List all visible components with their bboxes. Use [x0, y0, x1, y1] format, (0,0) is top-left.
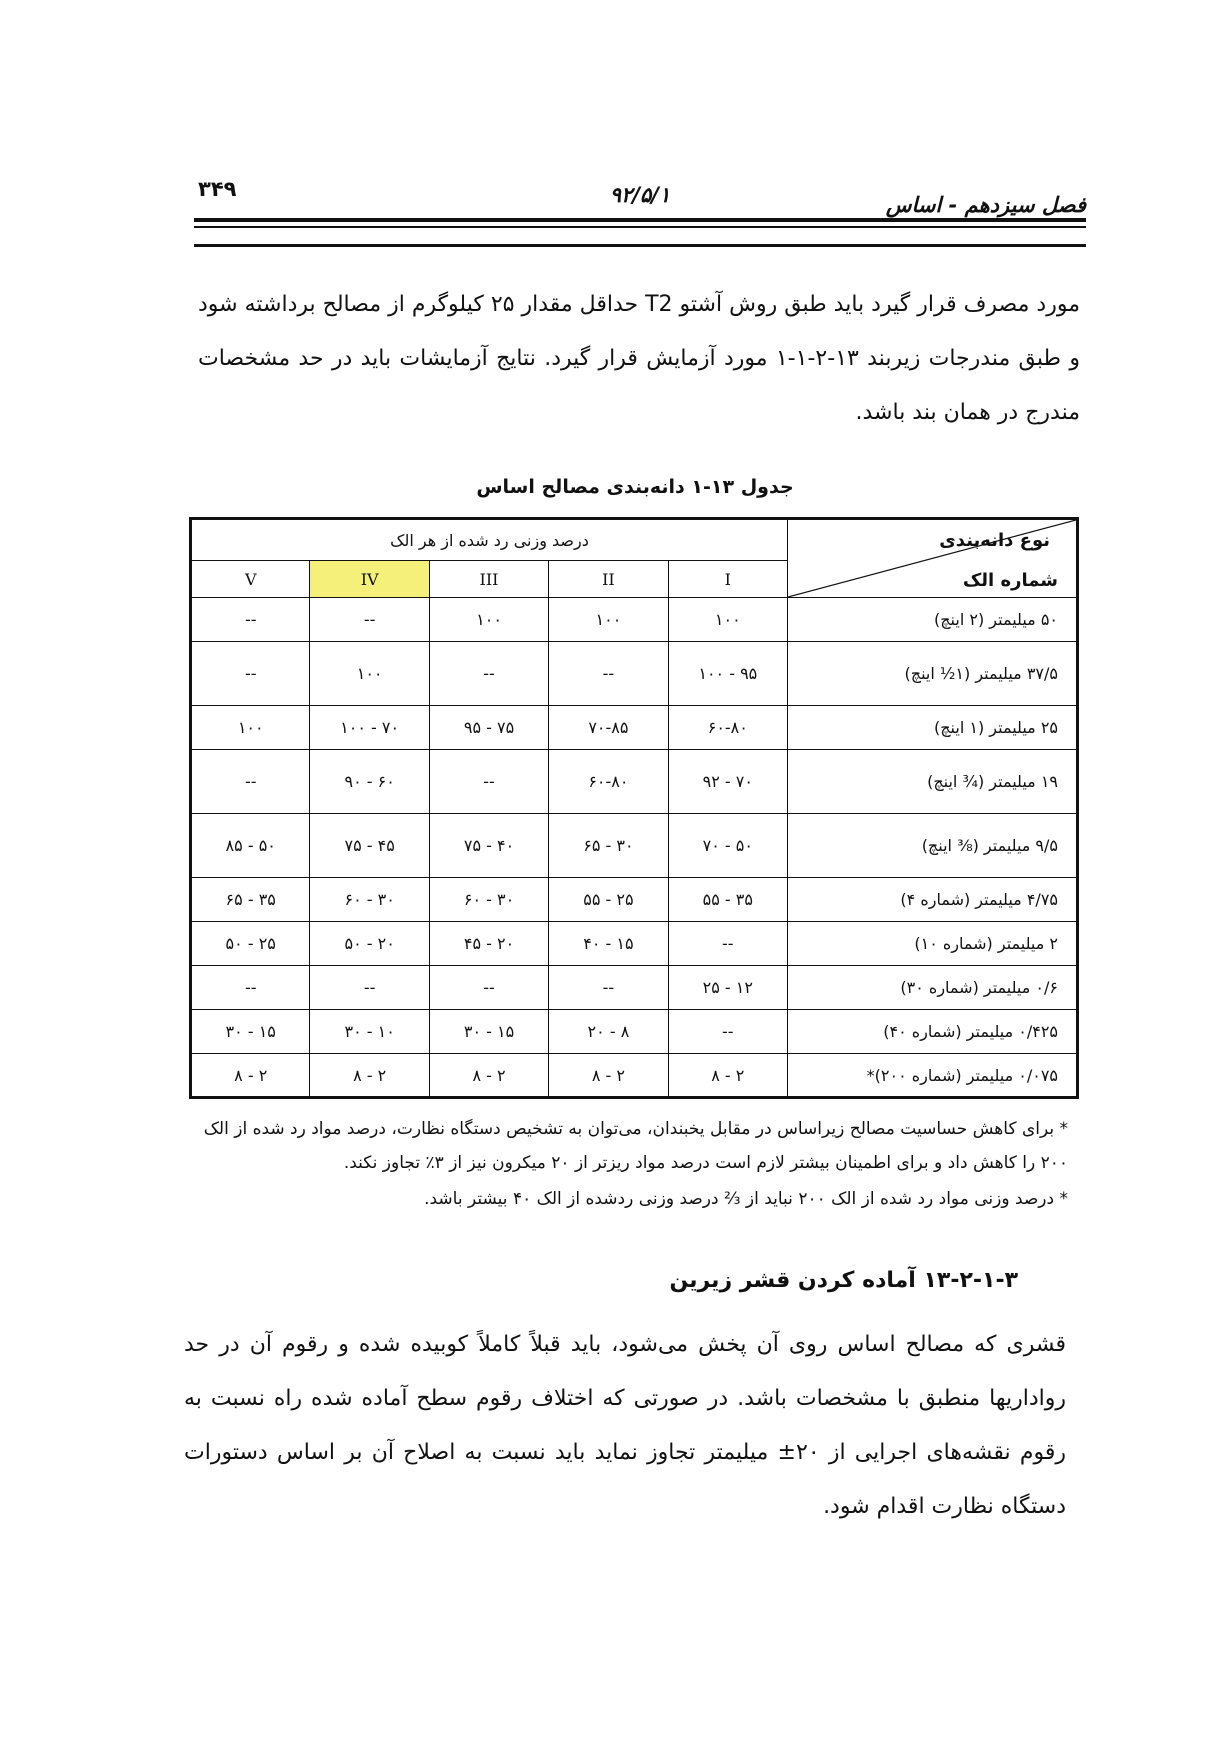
table-cell: ۷۰-۸۵ [549, 706, 668, 750]
table-cell: ۱۲ - ۲۵ [668, 966, 787, 1010]
table-row [191, 750, 1078, 814]
intro-paragraph: مورد مصرف قرار گیرد باید طبق روش آشتو T2 حداقل مقدار ۲۵ کیلوگرم از مصالح برداشته شود و طبق مندرجات زیربند ۱۳-۲-۱-۱ مورد آزمایش قرار گیرد. نتایج آزمایشات باید در حد مشخصات مندرج در همان بند باشد. [198, 292, 1080, 425]
sieve-label: ۰/۰۷۵ میلیمتر (شماره ۲۰۰)* [788, 1054, 1078, 1098]
sieve-label: ۲ میلیمتر (شماره ۱۰) [788, 922, 1078, 966]
footnote-2: * درصد وزنی مواد رد شده از الک ۲۰۰ نباید از ⅔ درصد وزنی ردشده از الک ۴۰ بیشتر باشد. [424, 1189, 1068, 1209]
table-cell: -- [191, 750, 310, 814]
section-paragraph: قشری که مصالح اساس روی آن پخش می‌شود، باید قبلاً کاملاً کوبیده شده و رقوم آن در حد رواداریها منطبق با مشخصات باشد. در صورتی که اختلاف رقوم سطح آماده شده راه نسبت به رقوم نقشه‌های اجرایی از ۲۰± میلیمتر تجاوز نماید باید نسبت به اصلاح آن بر اساس دستورات دستگاه نظارت اقدام شود. [184, 1332, 1066, 1519]
sieve-label: ۴/۷۵ میلیمتر (شماره ۴) [788, 878, 1078, 922]
table-cell: -- [429, 750, 548, 814]
table-cell: ۲ - ۸ [549, 1054, 668, 1098]
corner-label-sieve: شماره الک [962, 570, 1058, 591]
table-cell: ۲۰ - ۴۵ [429, 922, 548, 966]
table-cell: ۲ - ۸ [668, 1054, 787, 1098]
sieve-label: ۰/۴۲۵ میلیمتر (شماره ۴۰) [788, 1010, 1078, 1054]
table-cell: -- [429, 966, 548, 1010]
gradation-table [189, 517, 1079, 1099]
table-cell: ۳۰ - ۶۰ [310, 878, 429, 922]
chapter-title: فصل سیزدهم - اساس [885, 193, 1086, 217]
table-cell: ۳۰ - ۶۵ [549, 814, 668, 878]
table-cell: ۲۵ - ۵۰ [191, 922, 310, 966]
table-cell: ۴۵ - ۷۵ [310, 814, 429, 878]
class-header-ii: II [549, 561, 668, 598]
table-row [191, 598, 1078, 642]
class-header-iii: III [429, 561, 548, 598]
table-body [191, 598, 1078, 1098]
table-cell: ۹۵ - ۱۰۰ [668, 642, 787, 706]
sieve-label: ۱۹ میلیمتر (¾ اینچ) [788, 750, 1078, 814]
table-cell: ۱۰۰ [310, 642, 429, 706]
table-row [191, 814, 1078, 878]
table-cell: ۳۵ - ۵۵ [668, 878, 787, 922]
sieve-label: ۵۰ میلیمتر (۲ اینچ) [788, 598, 1078, 642]
table-cell: -- [191, 966, 310, 1010]
page-number: ۳۴۹ [198, 177, 237, 201]
header-rule [194, 218, 1086, 222]
table-cell: -- [549, 966, 668, 1010]
table-cell: ۱۰۰ [429, 598, 548, 642]
table-cell: ۱۵ - ۳۰ [191, 1010, 310, 1054]
table-row [191, 1010, 1078, 1054]
table-cell: ۶۰ - ۹۰ [310, 750, 429, 814]
table-cell: ۱۰۰ [191, 706, 310, 750]
table-cell: ۴۰ - ۷۵ [429, 814, 548, 878]
table-cell: ۲ - ۸ [191, 1054, 310, 1098]
table-cell: -- [668, 922, 787, 966]
table-cell: ۶۰-۸۰ [549, 750, 668, 814]
table-cell: ۲۵ - ۵۵ [549, 878, 668, 922]
class-header-iv: IV [310, 561, 429, 598]
table-cell: ۵۰ - ۷۰ [668, 814, 787, 878]
table-cell: ۲ - ۸ [310, 1054, 429, 1098]
table-cell: -- [668, 1010, 787, 1054]
corner-label-type: نوع دانه‌بندی [939, 530, 1050, 551]
class-header-i: I [668, 561, 787, 598]
table-cell: ۲ - ۸ [429, 1054, 548, 1098]
sieve-label: ۳۷/۵ میلیمتر (۱½ اینچ) [788, 642, 1078, 706]
table-cell: ۷۵ - ۹۵ [429, 706, 548, 750]
footnote-1: * برای کاهش حساسیت مصالح زیراساس در مقابل یخبندان، می‌توان به تشخیص دستگاه نظارت، درصد مواد رد شده از الک ۲۰۰ را کاهش داد و برای اطمینان بیشتر لازم است درصد مواد ریزتر از ۲۰ میکرون نیز از ۳٪ تجاوز نکند. [203, 1119, 1068, 1173]
table-row [191, 642, 1078, 706]
table-row [191, 878, 1078, 922]
table-cell: ۲۰ - ۵۰ [310, 922, 429, 966]
group-header: درصد وزنی رد شده از هر الک [191, 519, 788, 561]
header-rule [194, 226, 1086, 228]
table-cell: ۳۵ - ۶۵ [191, 878, 310, 922]
table-row [191, 922, 1078, 966]
table-cell: -- [310, 966, 429, 1010]
table-cell: ۳۰ - ۶۰ [429, 878, 548, 922]
table-cell: ۷۰ - ۹۲ [668, 750, 787, 814]
page-header [194, 175, 1086, 215]
header-date: ۹۲/۵/۱ [609, 183, 671, 207]
table-cell: -- [191, 598, 310, 642]
table-cell: ۱۰ - ۳۰ [310, 1010, 429, 1054]
table-cell: ۱۵ - ۴۰ [549, 922, 668, 966]
section-heading: ۱۳-۲-۱-۳ آماده کردن قشر زیرین [669, 1268, 1018, 1293]
sieve-label: ۹/۵ میلیمتر (⅜ اینچ) [788, 814, 1078, 878]
table-cell: ۱۰۰ [549, 598, 668, 642]
table-row [191, 1054, 1078, 1098]
sieve-label: ۲۵ میلیمتر (۱ اینچ) [788, 706, 1078, 750]
table-row [191, 966, 1078, 1010]
table-cell: ۱۰۰ [668, 598, 787, 642]
table-cell: -- [549, 642, 668, 706]
table-corner-cell [788, 519, 1078, 598]
table-cell: -- [310, 598, 429, 642]
header-rule [194, 244, 1086, 247]
table-cell: -- [191, 642, 310, 706]
table-cell: ۷۰ - ۱۰۰ [310, 706, 429, 750]
sieve-label: ۰/۶ میلیمتر (شماره ۳۰) [788, 966, 1078, 1010]
table-cell: ۸ - ۲۰ [549, 1010, 668, 1054]
table-row [191, 706, 1078, 750]
class-header-v: V [191, 561, 310, 598]
table-cell: ۱۵ - ۳۰ [429, 1010, 548, 1054]
table-cell: ۶۰-۸۰ [668, 706, 787, 750]
table-cell: -- [429, 642, 548, 706]
table-cell: ۵۰ - ۸۵ [191, 814, 310, 878]
table-caption: جدول ۱۳-۱ دانه‌بندی مصالح اساس [476, 476, 794, 498]
